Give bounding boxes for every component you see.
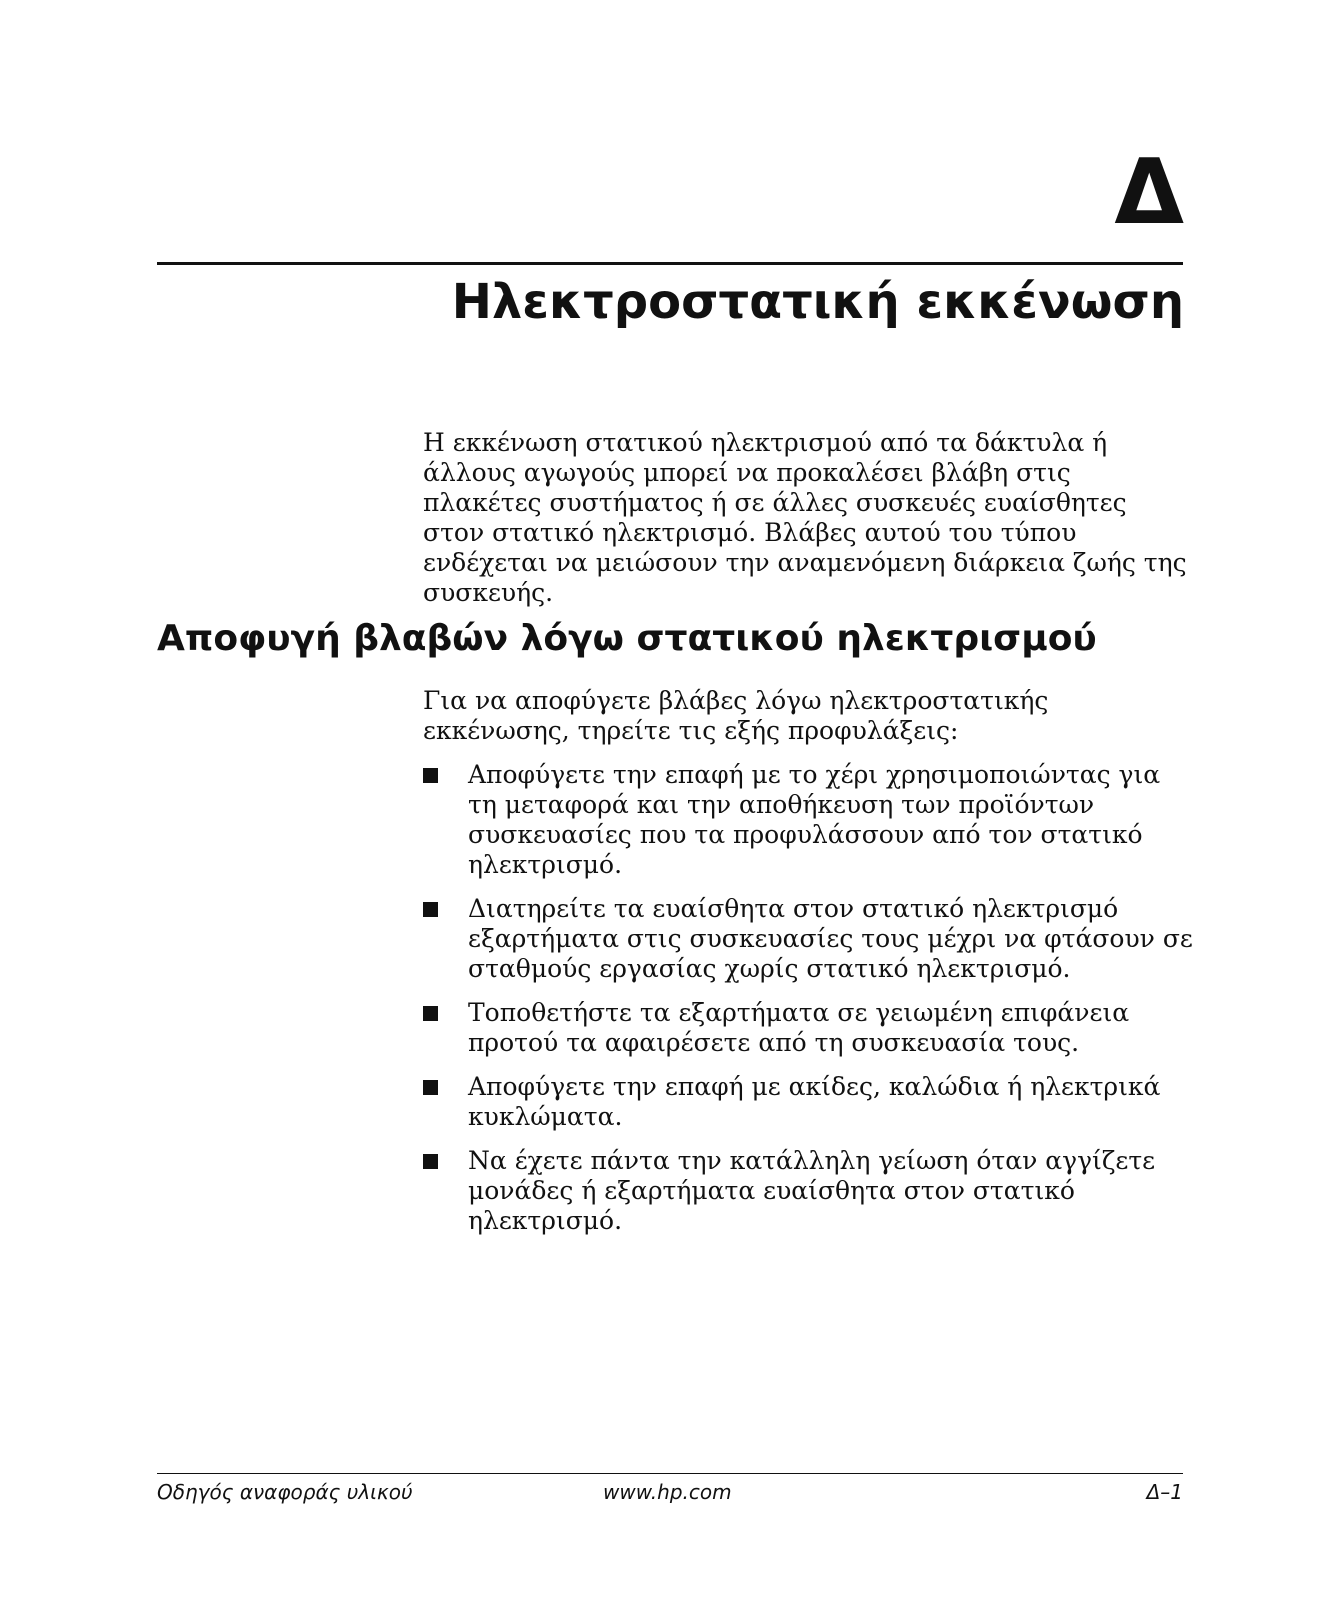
title-rule [157, 262, 1183, 265]
list-item [423, 760, 1193, 880]
list-item [423, 1146, 1193, 1236]
list-item-text: Να έχετε πάντα την κατάλληλη γείωση όταν αγγίζετε μονάδες ή εξαρτήματα ευαίσθητα στον στατικό ηλεκτρισμό. [468, 1146, 1156, 1235]
footer-rule [157, 1473, 1183, 1474]
footer-guide-title: Οδηγός αναφοράς υλικού [157, 1480, 413, 1504]
square-bullet-icon [423, 768, 438, 783]
list-item-text: Διατηρείτε τα ευαίσθητα στον στατικό ηλεκτρισμό εξαρτήματα στις συσκευασίες τους μέχρι να φτάσουν σε σταθμούς εργασίας χωρίς στατικό ηλεκτρισμό. [468, 894, 1193, 983]
list-item-text: Τοποθετήστε τα εξαρτήματα σε γειωμένη επιφάνεια προτού τα αφαιρέσετε από τη συσκευασία τους. [468, 998, 1130, 1057]
square-bullet-icon [423, 902, 438, 917]
square-bullet-icon [423, 1080, 438, 1095]
precautions-list [423, 760, 1193, 1250]
square-bullet-icon [423, 1154, 438, 1169]
list-item [423, 894, 1193, 984]
chapter-letter: Δ [1114, 140, 1184, 245]
chapter-title: Ηλεκτροστατική εκκένωση [451, 274, 1184, 330]
list-item-text: Αποφύγετε την επαφή με ακίδες, καλώδια ή ηλεκτρικά κυκλώματα. [468, 1072, 1161, 1131]
footer-page-number: Δ–1 [1146, 1480, 1183, 1504]
footer-website: www.hp.com [603, 1480, 732, 1504]
section-lead-paragraph: Για να αποφύγετε βλάβες λόγω ηλεκτροστατικής εκκένωσης, τηρείτε τις εξής προφυλάξεις: [423, 686, 1049, 745]
square-bullet-icon [423, 1006, 438, 1021]
list-item [423, 998, 1193, 1058]
list-item [423, 1072, 1193, 1132]
section-heading: Αποφυγή βλαβών λόγω στατικού ηλεκτρισμού [157, 618, 1097, 659]
list-item-text: Αποφύγετε την επαφή με το χέρι χρησιμοποιώντας για τη μεταφορά και την αποθήκευση των προϊόντων συσκευασίες που τα προφυλάσσουν από τον στατικό ηλεκτρισμό. [468, 760, 1161, 879]
intro-paragraph: Η εκκένωση στατικού ηλεκτρισμού από τα δάκτυλα ή άλλους αγωγούς μπορεί να προκαλέσει βλάβη στις πλακέτες συστήματος ή σε άλλες συσκευές ευαίσθητες στον στατικό ηλεκτρισμό. Βλάβες αυτού του τύπου ενδέχεται να μειώσουν την αναμενόμενη διάρκεια ζωής της συσκευής. [423, 428, 1187, 607]
